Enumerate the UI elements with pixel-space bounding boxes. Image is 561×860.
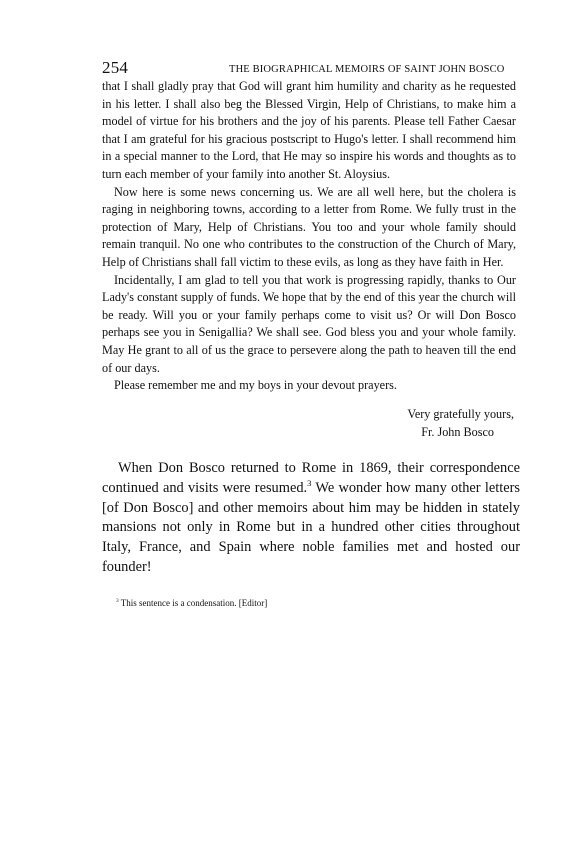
footnote-marker: 3: [116, 598, 119, 604]
letter-signature: Fr. John Bosco: [421, 425, 494, 439]
letter-closing: Very gratefully yours,: [407, 407, 514, 421]
page-number: 254: [102, 58, 129, 77]
letter-paragraph-3: Incidentally, I am glad to tell you that work is progressing rapidly, thanks to Our Lady's constant supply of funds. We hope that by the end of this year the church will be ready. Will you or your family perhaps come to visit us? Or will Don Bosco perhaps see you in Senigallia? We shall see. God bless you and your whole family. May He grant to all of us the grace to persevere along the path to heaven till the end of our days.: [102, 272, 516, 375]
footnote-text: This sentence is a condensation. [Editor]: [120, 598, 268, 608]
footnote-reference: 3: [307, 478, 312, 488]
letter-paragraph-2: Now here is some news concerning us. We are all well here, but the cholera is raging in neighboring towns, according to a letter from Rome. We fully trust in the protection of Mary, Help of Christians. You too and your whole family should remain tranquil. No one who contributes to the construction of the Church of Mary, Help of Christians shall fall victim to these evils, as long as they have faith in Her.: [102, 184, 516, 269]
footnote: [116, 597, 516, 609]
letter-paragraph-4: Please remember me and my boys in your devout prayers.: [114, 378, 397, 393]
narration-text-before-note: When Don Bosco returned to Rome in 1869, their correspondence continued and visits were resumed.: [102, 460, 520, 496]
running-head-title: THE BIOGRAPHICAL MEMOIRS OF SAINT JOHN BOSCO: [229, 64, 505, 75]
letter-signoff: [102, 405, 516, 441]
narration-paragraph: [102, 459, 520, 578]
letter-body: [102, 78, 516, 395]
narration-text-after-note: We wonder how many other letters [of Don Bosco] and other memoirs about him may be hidden in stately mansions not only in Rome but in a hundred other cities throughout Italy, France, and Spain where noble families met and hosted our founder!: [102, 479, 520, 575]
letter-paragraph-1: that I shall gladly pray that God will grant him humility and charity as he requested in his letter. I shall also beg the Blessed Virgin, Help of Christians, to make him a model of virtue for his brothers and the joy of his parents. Please tell Father Caesar that I am grateful for his gracious postscript to Hugo's letter. I shall recommend him in a special manner to the Lord, that He may so inspire his words and thoughts as to turn each member of your family into another St. Aloysius.: [102, 79, 516, 181]
narration-text-lead: [102, 459, 520, 578]
